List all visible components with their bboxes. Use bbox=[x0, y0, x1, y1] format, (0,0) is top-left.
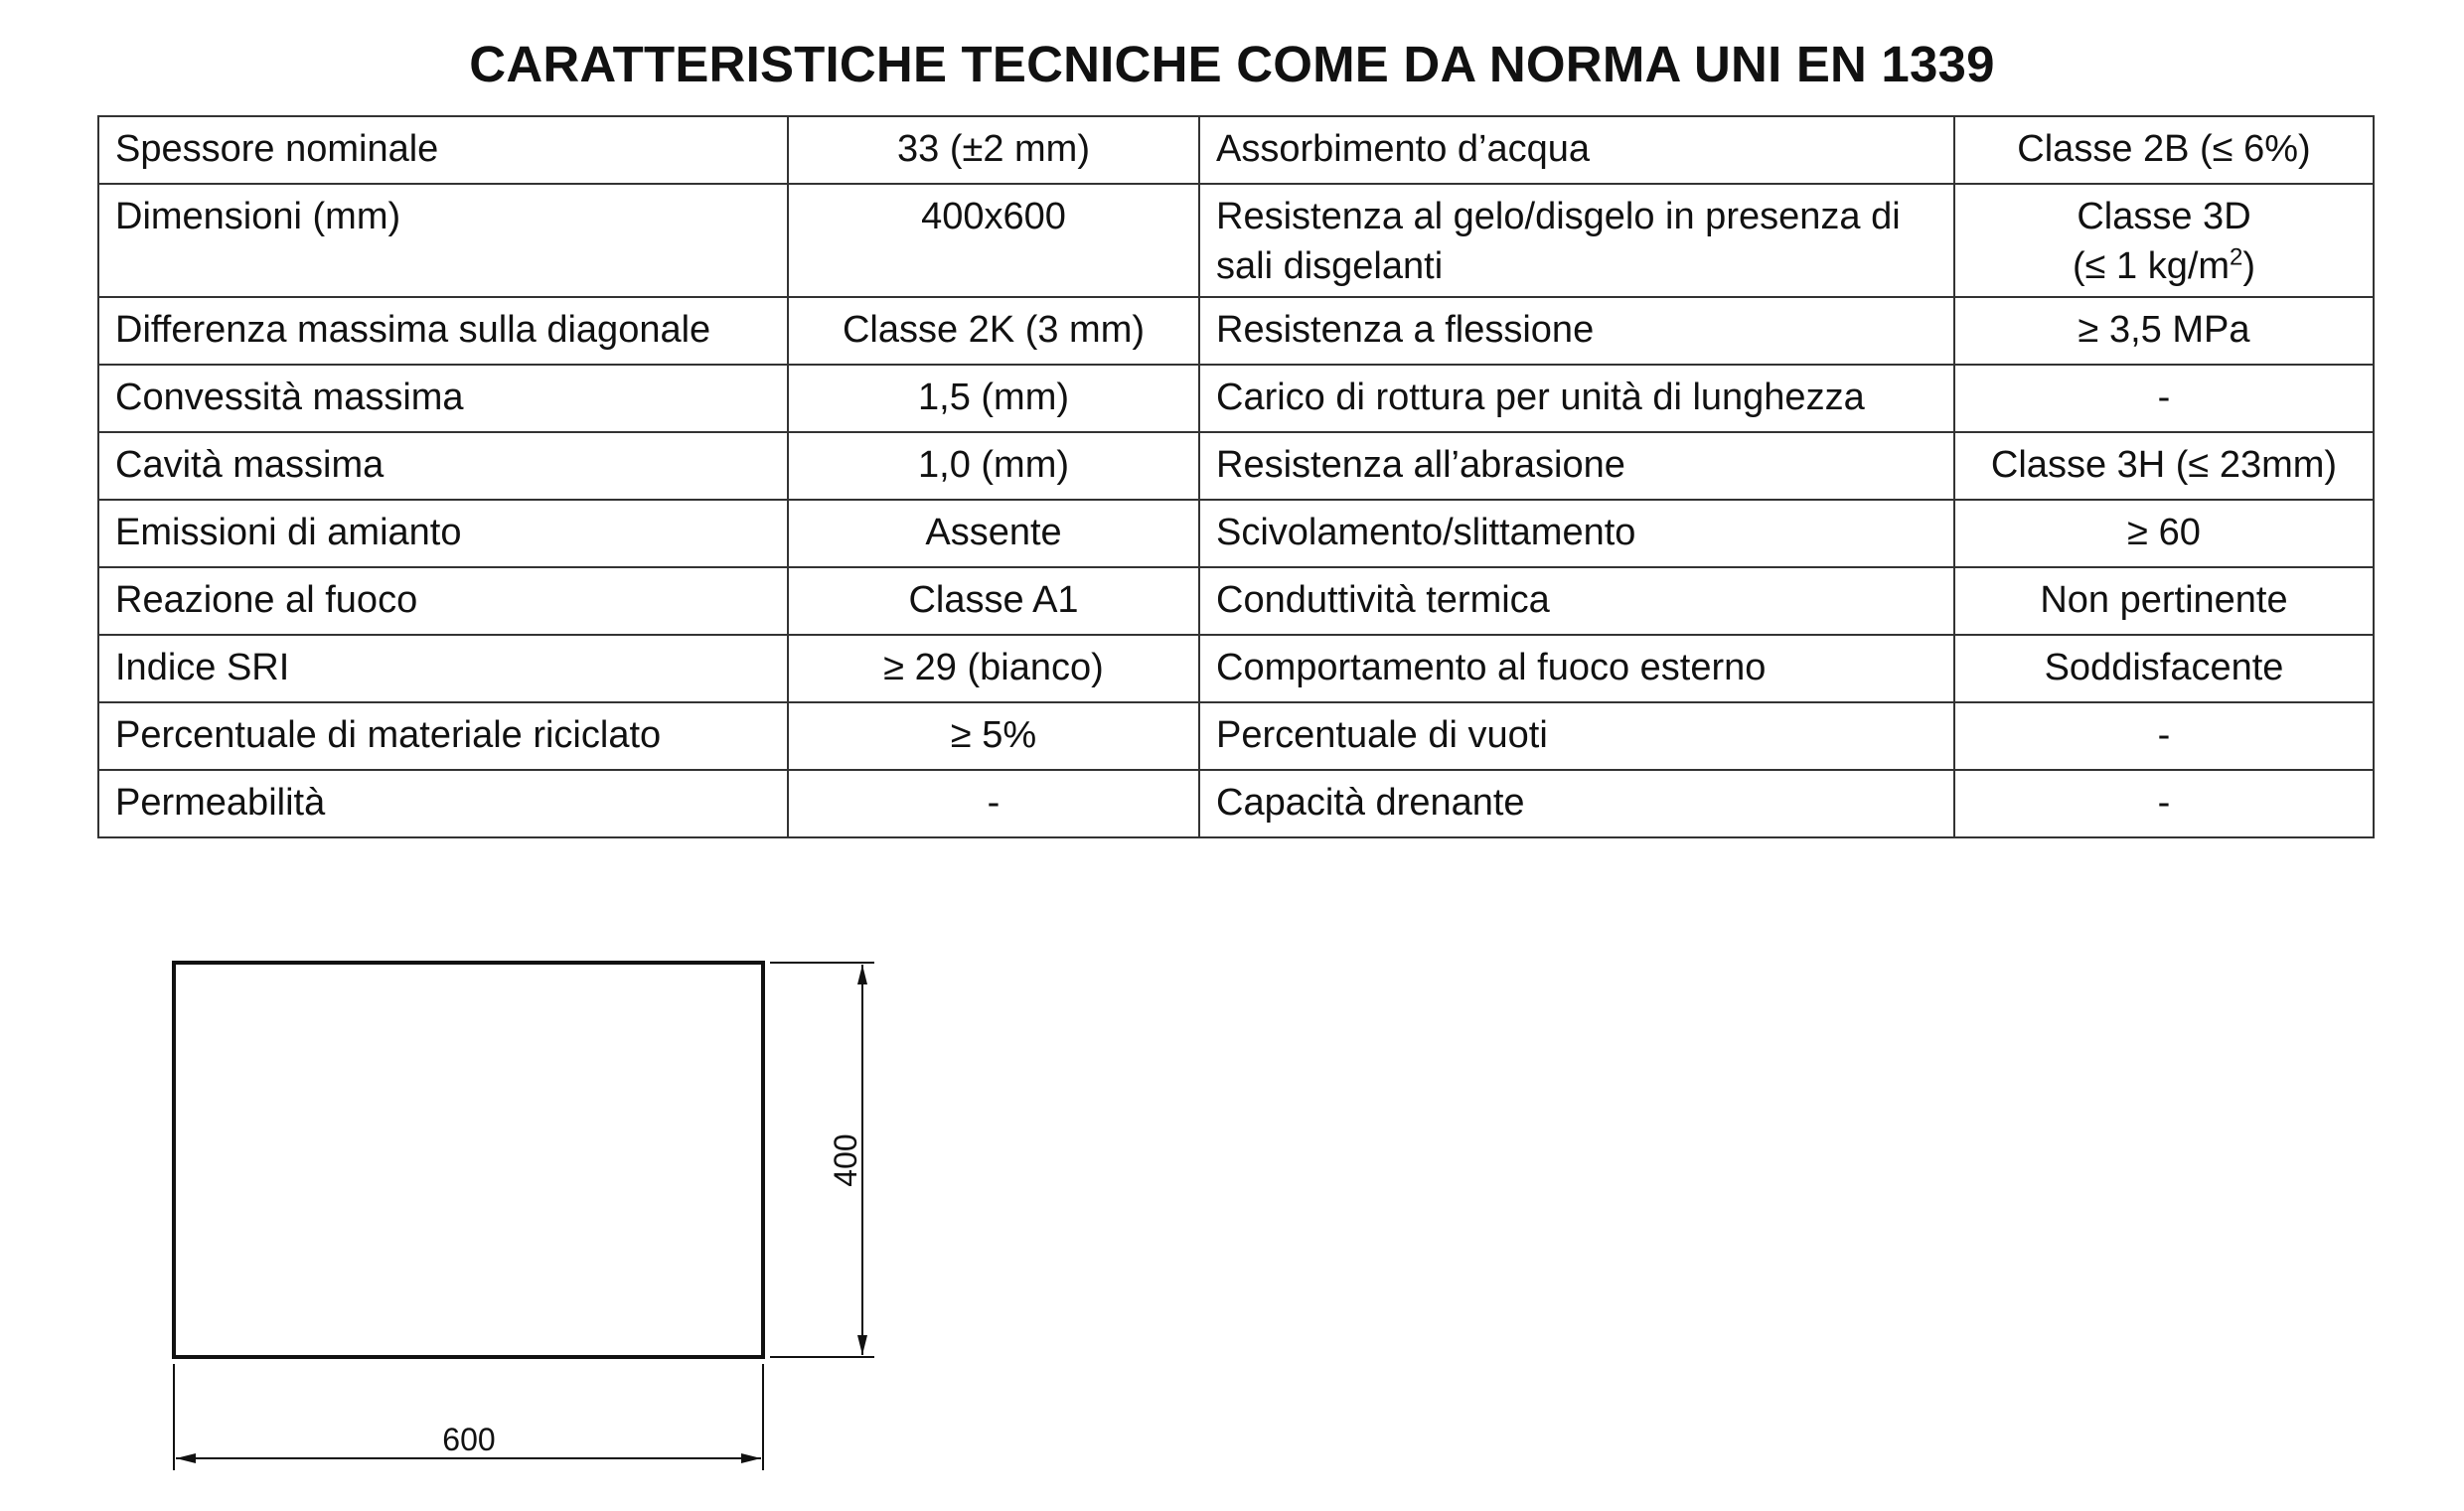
property-label: Indice SRI bbox=[98, 635, 788, 702]
property-value: ≥ 29 (bianco) bbox=[788, 635, 1199, 702]
property-value: Non pertinente bbox=[1954, 567, 2374, 635]
property-label: Carico di rottura per unità di lunghezza bbox=[1199, 365, 1954, 432]
property-label: Spessore nominale bbox=[98, 116, 788, 184]
property-value: Assente bbox=[788, 500, 1199, 567]
property-label: Resistenza a flessione bbox=[1199, 297, 1954, 365]
property-value: Soddisfacente bbox=[1954, 635, 2374, 702]
property-label: Scivolamento/slittamento bbox=[1199, 500, 1954, 567]
property-label: Dimensioni (mm) bbox=[98, 184, 788, 297]
property-value: - bbox=[1954, 702, 2374, 770]
value-line-1: Classe 3D bbox=[2077, 196, 2251, 237]
property-label: Convessità massima bbox=[98, 365, 788, 432]
property-value: 1,5 (mm) bbox=[788, 365, 1199, 432]
property-label: Percentuale di materiale riciclato bbox=[98, 702, 788, 770]
property-label: Reazione al fuoco bbox=[98, 567, 788, 635]
property-value: Classe 2K (3 mm) bbox=[788, 297, 1199, 365]
value-line-2-end: ) bbox=[2242, 245, 2256, 287]
property-label: Differenza massima sulla diagonale bbox=[98, 297, 788, 365]
property-label: Comportamento al fuoco esterno bbox=[1199, 635, 1954, 702]
property-label: Capacità drenante bbox=[1199, 770, 1954, 837]
property-value: 1,0 (mm) bbox=[788, 432, 1199, 500]
superscript: 2 bbox=[2230, 243, 2243, 271]
width-dimension-label: 600 bbox=[442, 1422, 496, 1457]
property-value: Classe A1 bbox=[788, 567, 1199, 635]
property-label: Resistenza al gelo/disgelo in presenza di sali disgelanti bbox=[1199, 184, 1954, 297]
property-label: Conduttività termica bbox=[1199, 567, 1954, 635]
property-label: Permeabilità bbox=[98, 770, 788, 837]
property-label: Percentuale di vuoti bbox=[1199, 702, 1954, 770]
property-value: ≥ 3,5 MPa bbox=[1954, 297, 2374, 365]
property-value: Classe 2B (≤ 6%) bbox=[1954, 116, 2374, 184]
property-value: 400x600 bbox=[788, 184, 1199, 297]
property-label: Cavità massima bbox=[98, 432, 788, 500]
property-value: ≥ 60 bbox=[1954, 500, 2374, 567]
tile-outline bbox=[174, 963, 763, 1357]
property-value: 33 (±2 mm) bbox=[788, 116, 1199, 184]
property-label: Emissioni di amianto bbox=[98, 500, 788, 567]
property-value: Classe 3H (≤ 23mm) bbox=[1954, 432, 2374, 500]
property-value: - bbox=[1954, 770, 2374, 837]
property-value: ≥ 5% bbox=[788, 702, 1199, 770]
property-value: - bbox=[788, 770, 1199, 837]
property-value: - bbox=[1954, 365, 2374, 432]
property-label: Resistenza all’abrasione bbox=[1199, 432, 1954, 500]
document-title: CARATTERISTICHE TECNICHE COME DA NORMA UNI EN 1339 bbox=[469, 36, 1995, 92]
property-label: Assorbimento d’acqua bbox=[1199, 116, 1954, 184]
value-line-2: (≤ 1 kg/m bbox=[2072, 245, 2231, 287]
height-dimension-label: 400 bbox=[828, 1133, 863, 1187]
